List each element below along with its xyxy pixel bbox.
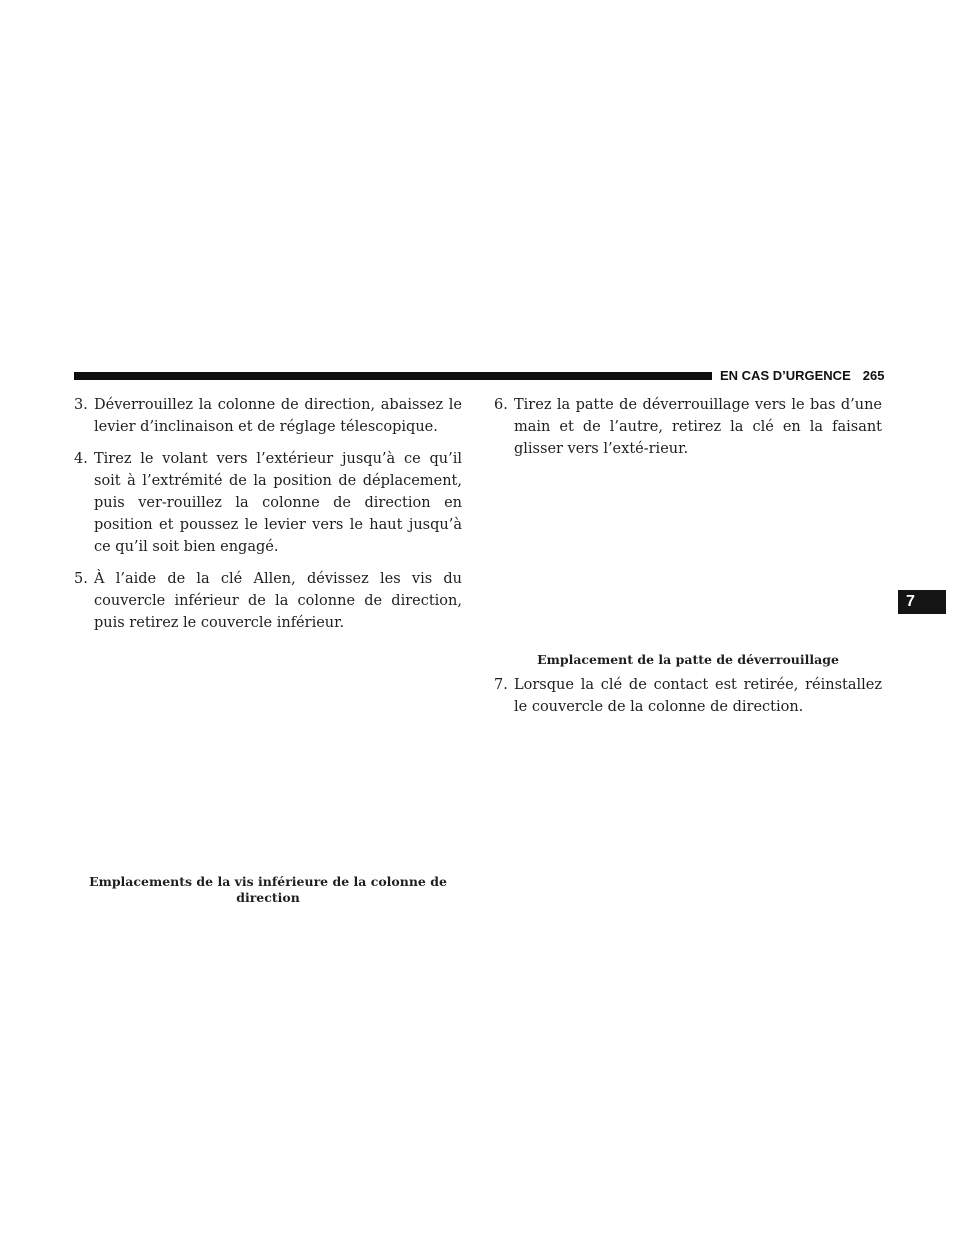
step-3: [74, 394, 462, 438]
page-number: 265: [862, 368, 885, 383]
step-text: Tirez le volant vers l’extérieur jusqu’à ce qu’il soit à l’extrémité de la position de déplacement, puis ver-rouillez la colonne de direction en position et poussez le levier vers le haut jusqu’à ce qu’il soit bien engagé.: [94, 451, 462, 555]
step-text: Déverrouillez la colonne de direction, abaissez le levier d’inclinaison et de réglage télescopique.: [94, 397, 462, 435]
step-text: Tirez la patte de déverrouillage vers le bas d’une main et de l’autre, retirez la clé en la faisant glisser vers l’exté-rieur.: [514, 397, 882, 457]
step-number: 3.: [74, 397, 88, 413]
chapter-tab: 7: [898, 590, 946, 614]
figure-placeholder: [74, 644, 462, 874]
step-text: Lorsque la clé de contact est retirée, réinstallez le couvercle de la colonne de direction.: [514, 677, 882, 715]
step-number: 6.: [494, 397, 508, 413]
step-5: [74, 568, 462, 634]
step-text: À l’aide de la clé Allen, dévissez les vis du couvercle inférieur de la colonne de direction, puis retirez le couvercle inférieur.: [94, 571, 462, 631]
figure-caption: Emplacement de la patte de déverrouillage: [537, 652, 839, 667]
figure-caption: Emplacements de la vis inférieure de la colonne de direction: [89, 874, 447, 905]
step-7: [494, 674, 882, 718]
figure-placeholder: [494, 470, 882, 652]
right-column: [494, 394, 882, 728]
step-6: [494, 394, 882, 460]
running-header: [720, 368, 884, 384]
step-number: 7.: [494, 677, 508, 693]
section-title: EN CAS D’URGENCE: [720, 368, 851, 383]
step-4: [74, 448, 462, 558]
left-column: [74, 394, 462, 906]
step-number: 5.: [74, 571, 88, 587]
step-number: 4.: [74, 451, 88, 467]
header-rule: [74, 372, 712, 380]
